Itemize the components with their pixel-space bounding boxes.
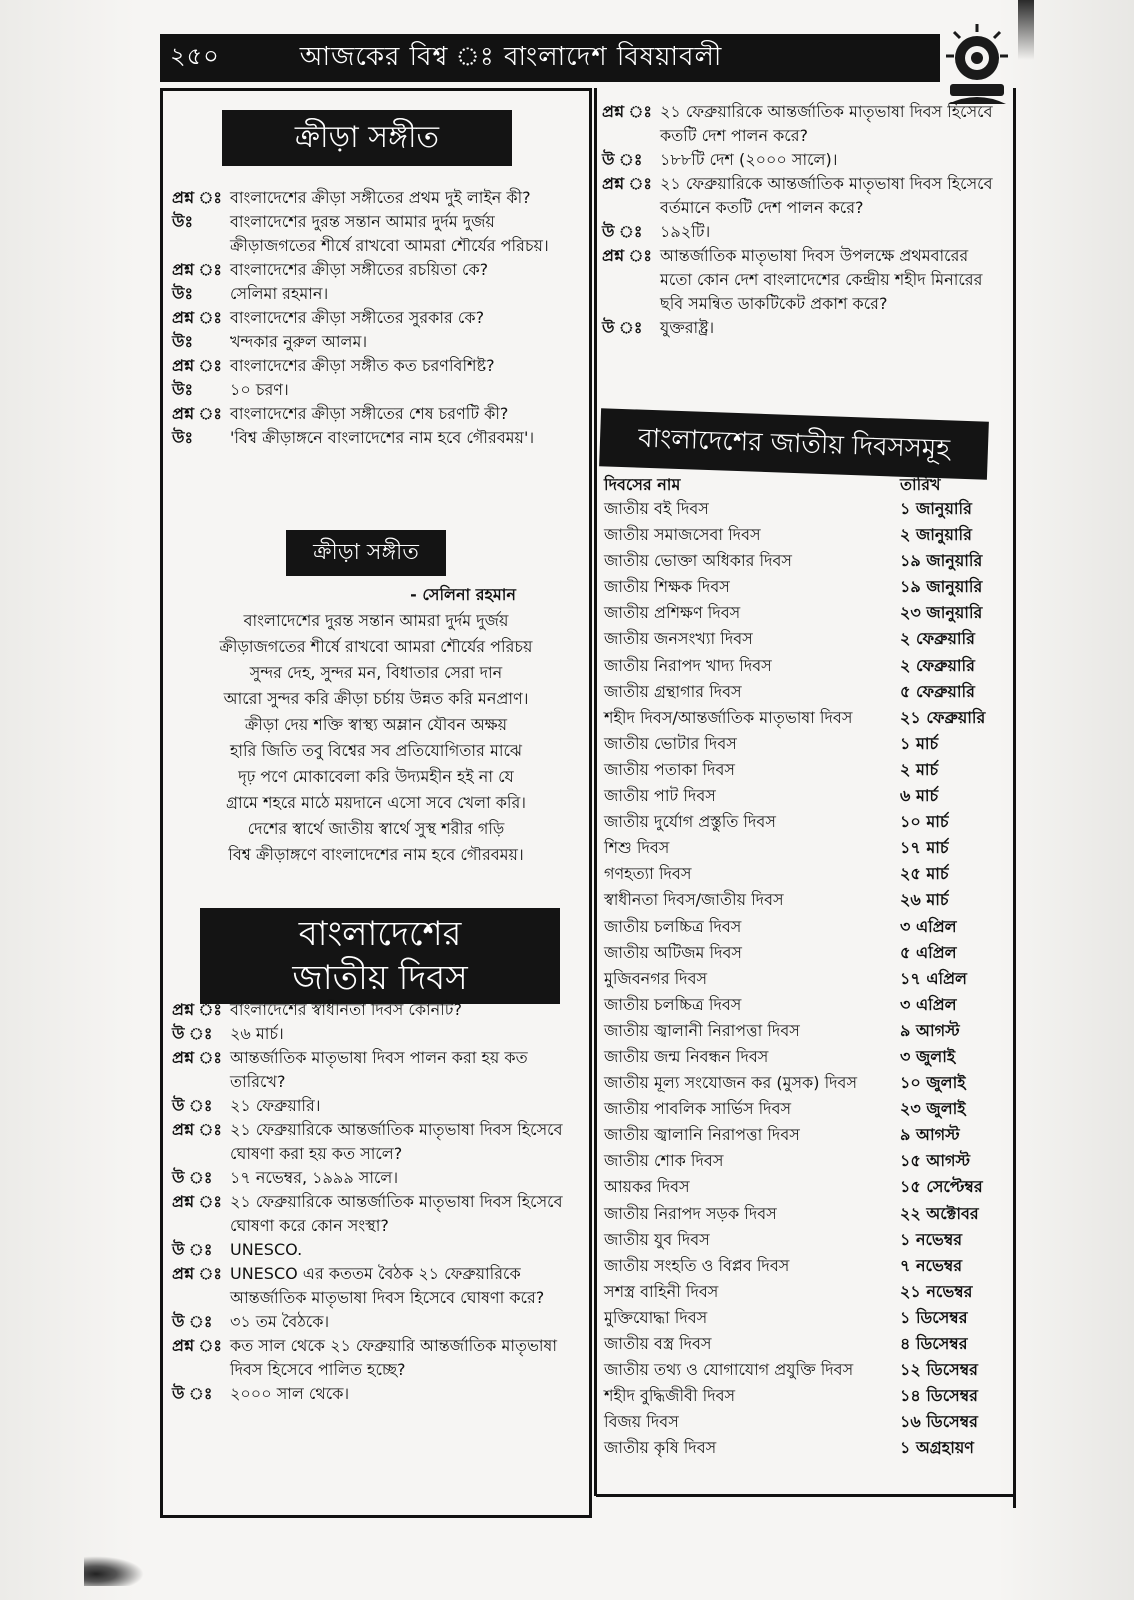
poem-line: হারি জিতি তবু বিশ্বের সব প্রতিযোগিতার মাঝে bbox=[229, 741, 523, 760]
qa-label: উ ঃ bbox=[602, 222, 643, 241]
qa-label: প্রশ্ন ঃ bbox=[602, 102, 652, 121]
qa-row bbox=[172, 330, 580, 354]
qa-label: উঃ bbox=[172, 284, 193, 303]
table-row bbox=[604, 887, 1000, 913]
national-day-banner bbox=[200, 908, 560, 1004]
day-name: জাতীয় ভোটার দিবস bbox=[604, 733, 737, 753]
day-date: ২৬ মার্চ bbox=[900, 890, 949, 910]
qa-text: বাংলাদেশের ক্রীড়া সঙ্গীতের প্রথম দুই লাইন কী? bbox=[230, 188, 531, 207]
national-day-banner-line1: বাংলাদেশের bbox=[298, 914, 462, 954]
day-name: জাতীয় চলচ্চিত্র দিবস bbox=[604, 916, 742, 936]
qa-label: উঃ bbox=[172, 428, 193, 447]
qa-text: যুক্তরাষ্ট্র। bbox=[660, 318, 715, 337]
table-row bbox=[604, 992, 1000, 1018]
day-date: ১০ জুলাই bbox=[900, 1073, 966, 1093]
table-row bbox=[604, 705, 1000, 731]
qa-row bbox=[172, 1022, 580, 1046]
qa-row bbox=[172, 1190, 580, 1238]
day-name: জাতীয় মূল্য সংযোজন কর (মুসক) দিবস bbox=[604, 1073, 858, 1093]
poem-line: বাংলাদেশের দুরন্ত সন্তান আমরা দুর্দম দুর্জয় bbox=[243, 611, 509, 630]
day-date: ১ অগ্রহায়ণ bbox=[900, 1438, 974, 1458]
day-date: ১২ ডিসেম্বর bbox=[900, 1360, 978, 1380]
qa-text: ১৭ নভেম্বর, ১৯৯৯ সালে। bbox=[230, 1168, 399, 1187]
table-row bbox=[604, 653, 1000, 679]
day-name: আয়কর দিবস bbox=[604, 1177, 690, 1197]
qa-label: উ ঃ bbox=[172, 1024, 213, 1043]
table-row bbox=[604, 835, 1000, 861]
qa-label: উঃ bbox=[172, 212, 193, 231]
day-name: জাতীয় সংহতি ও বিপ্লব দিবস bbox=[604, 1255, 790, 1275]
table-row bbox=[604, 757, 1000, 783]
qa-text: 'বিশ্ব ক্রীড়াঙ্গনে বাংলাদেশের নাম হবে গৌরবময়'। bbox=[230, 428, 535, 447]
day-date: ১৫ সেপ্টেম্বর bbox=[900, 1177, 983, 1197]
poem-line: দৃঢ় পণে মোকাবেলা করি উদ্যমহীন হই না যে bbox=[238, 767, 514, 786]
qa-row bbox=[172, 1166, 580, 1190]
qa-label: প্রশ্ন ঃ bbox=[172, 1000, 222, 1019]
table-row bbox=[604, 1331, 1000, 1357]
table-row bbox=[604, 574, 1000, 600]
qa-label: প্রশ্ন ঃ bbox=[172, 1264, 222, 1283]
table-row bbox=[604, 1096, 1000, 1122]
mother-language-qa-list bbox=[602, 100, 1002, 340]
table-row bbox=[604, 1253, 1000, 1279]
day-name: জাতীয় সমাজসেবা দিবস bbox=[604, 525, 761, 545]
poem-line: ক্রীড়াজগতের শীর্ষে রাখবো আমরা শৌর্যের পরিচয় bbox=[219, 637, 533, 656]
day-date: ৫ এপ্রিল bbox=[900, 942, 957, 962]
table-row bbox=[604, 1435, 1000, 1461]
national-day-banner-line2: জাতীয় দিবস bbox=[292, 958, 468, 998]
day-date: ৫ ফেব্রুয়ারি bbox=[900, 681, 975, 701]
qa-text: UNESCO এর কততম বৈঠক ২১ ফেব্রুয়ারিকে আন্তর্জাতিক মাতৃভাষা দিবস হিসেবে ঘোষণা করে? bbox=[230, 1264, 545, 1307]
day-name: জাতীয় প্রশিক্ষণ দিবস bbox=[604, 603, 741, 623]
qa-row bbox=[172, 1334, 580, 1382]
scan-edge-mark bbox=[1018, 0, 1034, 60]
day-name: শিশু দিবস bbox=[604, 838, 670, 858]
qa-row bbox=[602, 244, 1002, 316]
day-name: জাতীয় জনসংখ্যা দিবস bbox=[604, 629, 753, 649]
table-row bbox=[604, 600, 1000, 626]
column-date: তারিখ bbox=[900, 475, 941, 494]
day-date: ২১ নভেম্বর bbox=[900, 1281, 973, 1301]
qa-text: ২১ ফেব্রুয়ারি। bbox=[230, 1096, 321, 1115]
column-day-name: দিবসের নাম bbox=[604, 475, 681, 494]
qa-label: প্রশ্ন ঃ bbox=[172, 188, 222, 207]
qa-label: প্রশ্ন ঃ bbox=[172, 1336, 222, 1355]
qa-row bbox=[172, 1094, 580, 1118]
day-name: জাতীয় অটিজম দিবস bbox=[604, 942, 742, 962]
national-days-list-banner: বাংলাদেশের জাতীয় দিবসসমূহ bbox=[599, 408, 989, 480]
table-row bbox=[604, 1305, 1000, 1331]
page-header bbox=[160, 34, 940, 82]
table-row bbox=[604, 496, 1000, 522]
qa-label: উ ঃ bbox=[172, 1384, 213, 1403]
poem-line: বিশ্ব ক্রীড়াঙ্গণে বাংলাদেশের নাম হবে গৌরবময়। bbox=[228, 845, 524, 864]
poem-line: গ্রামে শহরে মাঠে ময়দানে এসো সবে খেলা করি। bbox=[225, 793, 527, 812]
qa-label: প্রশ্ন ঃ bbox=[602, 246, 652, 265]
day-date: ১৯ জানুয়ারি bbox=[900, 551, 983, 571]
day-date: ৪ ডিসেম্বর bbox=[900, 1334, 968, 1353]
table-row bbox=[604, 1279, 1000, 1305]
sports-song-poem bbox=[176, 582, 576, 868]
day-date: ১ জানুয়ারি bbox=[900, 499, 972, 518]
table-row bbox=[604, 940, 1000, 966]
day-date: ১০ মার্চ bbox=[900, 812, 949, 832]
day-date: ১ মার্চ bbox=[900, 733, 939, 753]
qa-row bbox=[172, 1118, 580, 1166]
day-date: ৯ আগস্ট bbox=[900, 1020, 960, 1040]
qa-label: উ ঃ bbox=[602, 150, 643, 169]
qa-text: বাংলাদেশের স্বাধীনতা দিবস কোনটি? bbox=[230, 1000, 463, 1019]
day-date: ৯ আগস্ট bbox=[900, 1125, 960, 1145]
table-row bbox=[604, 966, 1000, 992]
table-row bbox=[604, 1018, 1000, 1044]
day-name: গণহত্যা দিবস bbox=[604, 864, 692, 884]
table-row bbox=[604, 1201, 1000, 1227]
right-bottom-rule bbox=[596, 1494, 1016, 1497]
qa-text: ১০ চরণ। bbox=[230, 380, 289, 399]
table-row bbox=[604, 1357, 1000, 1383]
qa-label: প্রশ্ন ঃ bbox=[172, 260, 222, 279]
day-date: ৬ মার্চ bbox=[900, 786, 939, 806]
table-row bbox=[604, 1122, 1000, 1148]
qa-label: উঃ bbox=[172, 380, 193, 399]
day-name: স্বাধীনতা দিবস/জাতীয় দিবস bbox=[604, 890, 784, 910]
table-row bbox=[604, 522, 1000, 548]
poem-line: ক্রীড়া দেয় শক্তি স্বাস্থ্য অম্লান যৌবন অক্ষয় bbox=[244, 715, 508, 734]
day-name: শহীদ বুদ্ধিজীবী দিবস bbox=[604, 1386, 736, 1406]
day-date: ৩ জুলাই bbox=[900, 1046, 956, 1066]
table-row bbox=[604, 783, 1000, 809]
table-row bbox=[604, 1044, 1000, 1070]
day-date: ৩ এপ্রিল bbox=[900, 994, 957, 1014]
day-date: ১৫ আগস্ট bbox=[900, 1151, 971, 1171]
sports-song-banner: ক্রীড়া সঙ্গীত bbox=[222, 110, 512, 166]
day-name: জাতীয় নিরাপদ সড়ক দিবস bbox=[604, 1203, 777, 1223]
day-date: ১ ডিসেম্বর bbox=[900, 1307, 968, 1327]
day-name: জাতীয় বই দিবস bbox=[604, 499, 709, 518]
qa-label: উ ঃ bbox=[172, 1168, 213, 1187]
table-row bbox=[604, 548, 1000, 574]
day-name: জাতীয় চলচ্চিত্র দিবস bbox=[604, 994, 742, 1014]
day-date: ২ মার্চ bbox=[900, 759, 939, 779]
table-row bbox=[604, 914, 1000, 940]
scan-edge-mark bbox=[84, 1556, 144, 1586]
qa-text: খন্দকার নুরুল আলম। bbox=[230, 332, 368, 351]
qa-text: বাংলাদেশের ক্রীড়া সঙ্গীত কত চরণবিশিষ্ট? bbox=[230, 356, 495, 375]
day-date: ২৩ জুলাই bbox=[900, 1099, 966, 1119]
qa-text: UNESCO. bbox=[230, 1240, 303, 1259]
table-row bbox=[604, 731, 1000, 757]
national-days-table bbox=[604, 472, 1000, 1461]
header-title: আজকের বিশ্ব ঃ বাংলাদেশ বিষয়াবলী bbox=[299, 42, 723, 72]
day-name: জাতীয় শোক দিবস bbox=[604, 1151, 724, 1171]
qa-text: ১৯২টি। bbox=[660, 222, 711, 241]
day-date: ১৪ ডিসেম্বর bbox=[900, 1386, 978, 1406]
qa-text: বাংলাদেশের ক্রীড়া সঙ্গীতের শেষ চরণটি কী? bbox=[230, 404, 509, 423]
qa-row bbox=[172, 1238, 580, 1262]
day-name: জাতীয় জন্ম নিবন্ধন দিবস bbox=[604, 1046, 769, 1066]
qa-label: উঃ bbox=[172, 332, 193, 351]
table-row bbox=[604, 1174, 1000, 1200]
poem-lines bbox=[176, 608, 576, 868]
page-number: ২৫০ bbox=[170, 42, 220, 70]
day-name: জাতীয় বস্ত্র দিবস bbox=[604, 1334, 712, 1353]
sports-qa-list bbox=[172, 186, 580, 450]
poem-line: আরো সুন্দর করি ক্রীড়া চর্চায় উন্নত করি মনপ্রাণ। bbox=[223, 689, 529, 708]
table-row bbox=[604, 809, 1000, 835]
day-name: জাতীয় পাট দিবস bbox=[604, 786, 716, 806]
day-date: ২৩ জানুয়ারি bbox=[900, 603, 983, 623]
qa-text: বাংলাদেশের ক্রীড়া সঙ্গীতের রচয়িতা কে? bbox=[230, 260, 489, 279]
qa-label: উ ঃ bbox=[602, 318, 643, 337]
day-name: জাতীয় পাবলিক সার্ভিস দিবস bbox=[604, 1099, 792, 1119]
table-row bbox=[604, 1148, 1000, 1174]
qa-label: প্রশ্ন ঃ bbox=[172, 404, 222, 423]
table-row bbox=[604, 1070, 1000, 1096]
qa-row bbox=[172, 282, 580, 306]
day-name: জাতীয় নিরাপদ খাদ্য দিবস bbox=[604, 655, 772, 675]
day-date: ২১ ফেব্রুয়ারি bbox=[900, 707, 986, 727]
qa-label: উ ঃ bbox=[172, 1240, 213, 1259]
qa-row bbox=[602, 100, 1002, 148]
qa-text: ২১ ফেব্রুয়ারিকে আন্তর্জাতিক মাতৃভাষা দিবস হিসেবে কতটি দেশ পালন করে? bbox=[660, 102, 993, 145]
qa-label: প্রশ্ন ঃ bbox=[602, 174, 652, 193]
day-name: জাতীয় শিক্ষক দিবস bbox=[604, 577, 730, 597]
qa-row bbox=[602, 220, 1002, 244]
day-date: ২ জানুয়ারি bbox=[900, 525, 972, 545]
day-date: ২ ফেব্রুয়ারি bbox=[900, 629, 975, 649]
day-name: মুক্তিযোদ্ধা দিবস bbox=[604, 1307, 708, 1327]
qa-text: বাংলাদেশের দুরন্ত সন্তান আমার দুর্দম দুর্জয় ক্রীড়াজগতের শীর্ষে রাখবো আমরা শৌর্যের পরিচয়। bbox=[230, 212, 549, 255]
qa-text: ২১ ফেব্রুয়ারিকে আন্তর্জাতিক মাতৃভাষা দিবস হিসেবে ঘোষণা করা হয় কত সালে? bbox=[230, 1120, 563, 1163]
qa-label: উ ঃ bbox=[172, 1096, 213, 1115]
qa-row bbox=[172, 1310, 580, 1334]
day-name: জাতীয় গ্রন্থাগার দিবস bbox=[604, 681, 742, 701]
day-date: ২২ অক্টোবর bbox=[900, 1203, 979, 1223]
qa-text: ২১ ফেব্রুয়ারিকে আন্তর্জাতিক মাতৃভাষা দিবস হিসেবে বর্তমানে কতটি দেশ পালন করে? bbox=[660, 174, 993, 217]
table-row bbox=[604, 1409, 1000, 1435]
qa-row bbox=[172, 1382, 580, 1406]
poem-line: দেশের স্বার্থে জাতীয় স্বার্থে সুস্থ শরীর গড়ি bbox=[247, 819, 505, 838]
day-name: জাতীয় ভোক্তা অধিকার দিবস bbox=[604, 551, 792, 571]
national-day-qa-list bbox=[172, 998, 580, 1406]
qa-text: ২১ ফেব্রুয়ারিকে আন্তর্জাতিক মাতৃভাষা দিবস হিসেবে ঘোষণা করে কোন সংস্থা? bbox=[230, 1192, 563, 1235]
day-date: ১ নভেম্বর bbox=[900, 1229, 963, 1249]
qa-row bbox=[172, 1046, 580, 1094]
day-name: মুজিবনগর দিবস bbox=[604, 968, 708, 988]
qa-text: সেলিমা রহমান। bbox=[230, 284, 329, 303]
day-name: বিজয় দিবস bbox=[604, 1412, 679, 1432]
qa-row bbox=[172, 306, 580, 330]
qa-text: আন্তর্জাতিক মাতৃভাষা দিবস উপলক্ষে প্রথমবারের মতো কোন দেশ বাংলাদেশের কেন্দ্রীয় শহীদ মিনারের ছবি সমন্বিত ডাকটিকেট প্রকাশ করে? bbox=[660, 246, 983, 313]
qa-row bbox=[602, 316, 1002, 340]
qa-label: প্রশ্ন ঃ bbox=[172, 308, 222, 327]
qa-row bbox=[172, 426, 580, 450]
qa-label: প্রশ্ন ঃ bbox=[172, 1120, 222, 1139]
qa-text: ১৮৮টি দেশ (২০০০ সালে)। bbox=[660, 150, 838, 169]
table-body bbox=[604, 496, 1000, 1461]
day-name: জাতীয় কৃষি দিবস bbox=[604, 1438, 717, 1458]
qa-row bbox=[172, 210, 580, 258]
table-header bbox=[604, 472, 1000, 496]
day-date: ১৬ ডিসেম্বর bbox=[900, 1412, 978, 1432]
qa-row bbox=[172, 186, 580, 210]
qa-row bbox=[172, 378, 580, 402]
song-banner: ক্রীড়া সঙ্গীত bbox=[286, 530, 446, 576]
qa-row bbox=[172, 1262, 580, 1310]
table-row bbox=[604, 626, 1000, 652]
table-row bbox=[604, 679, 1000, 705]
poem-author: - সেলিনা রহমান bbox=[410, 585, 516, 604]
qa-row bbox=[602, 148, 1002, 172]
day-name: শহীদ দিবস/আন্তর্জাতিক মাতৃভাষা দিবস bbox=[604, 707, 853, 727]
day-name: সশস্ত্র বাহিনী দিবস bbox=[604, 1281, 719, 1301]
day-date: ১৭ এপ্রিল bbox=[900, 968, 967, 988]
qa-text: কত সাল থেকে ২১ ফেব্রুয়ারি আন্তর্জাতিক মাতৃভাষা দিবস হিসেবে পালিত হচ্ছে? bbox=[230, 1336, 558, 1379]
day-date: ৭ নভেম্বর bbox=[900, 1255, 963, 1275]
poem-line: সুন্দর দেহ, সুন্দর মন, বিধাতার সেরা দান bbox=[249, 663, 503, 682]
day-date: ৩ এপ্রিল bbox=[900, 916, 957, 936]
table-row bbox=[604, 861, 1000, 887]
day-name: জাতীয় জ্বালানি নিরাপত্তা দিবস bbox=[604, 1125, 800, 1145]
day-name: জাতীয় পতাকা দিবস bbox=[604, 759, 735, 779]
day-date: ১৭ মার্চ bbox=[900, 838, 949, 858]
table-row bbox=[604, 1383, 1000, 1409]
qa-label: উ ঃ bbox=[172, 1312, 213, 1331]
qa-label: প্রশ্ন ঃ bbox=[172, 356, 222, 375]
qa-row bbox=[602, 172, 1002, 220]
qa-row bbox=[172, 354, 580, 378]
qa-text: ২৬ মার্চ। bbox=[230, 1024, 284, 1043]
day-name: জাতীয় তথ্য ও যোগাযোগ প্রযুক্তি দিবস bbox=[604, 1360, 854, 1380]
qa-row bbox=[172, 258, 580, 282]
qa-text: ৩১ তম বৈঠকে। bbox=[230, 1312, 330, 1331]
day-date: ২ ফেব্রুয়ারি bbox=[900, 655, 975, 675]
day-name: জাতীয় জ্বালানী নিরাপত্তা দিবস bbox=[604, 1020, 800, 1040]
qa-label: প্রশ্ন ঃ bbox=[172, 1192, 222, 1211]
qa-label: প্রশ্ন ঃ bbox=[172, 1048, 222, 1067]
day-name: জাতীয় দুর্যোগ প্রস্তুতি দিবস bbox=[604, 812, 776, 832]
day-date: ১৯ জানুয়ারি bbox=[900, 577, 983, 597]
qa-row bbox=[172, 402, 580, 426]
qa-text: বাংলাদেশের ক্রীড়া সঙ্গীতের সুরকার কে? bbox=[230, 308, 485, 327]
qa-text: ২০০০ সাল থেকে। bbox=[230, 1384, 350, 1403]
table-row bbox=[604, 1227, 1000, 1253]
qa-text: আন্তর্জাতিক মাতৃভাষা দিবস পালন করা হয় কত তারিখে? bbox=[230, 1048, 528, 1091]
day-name: জাতীয় যুব দিবস bbox=[604, 1229, 710, 1249]
day-date: ২৫ মার্চ bbox=[900, 864, 949, 884]
qa-row bbox=[172, 998, 580, 1022]
